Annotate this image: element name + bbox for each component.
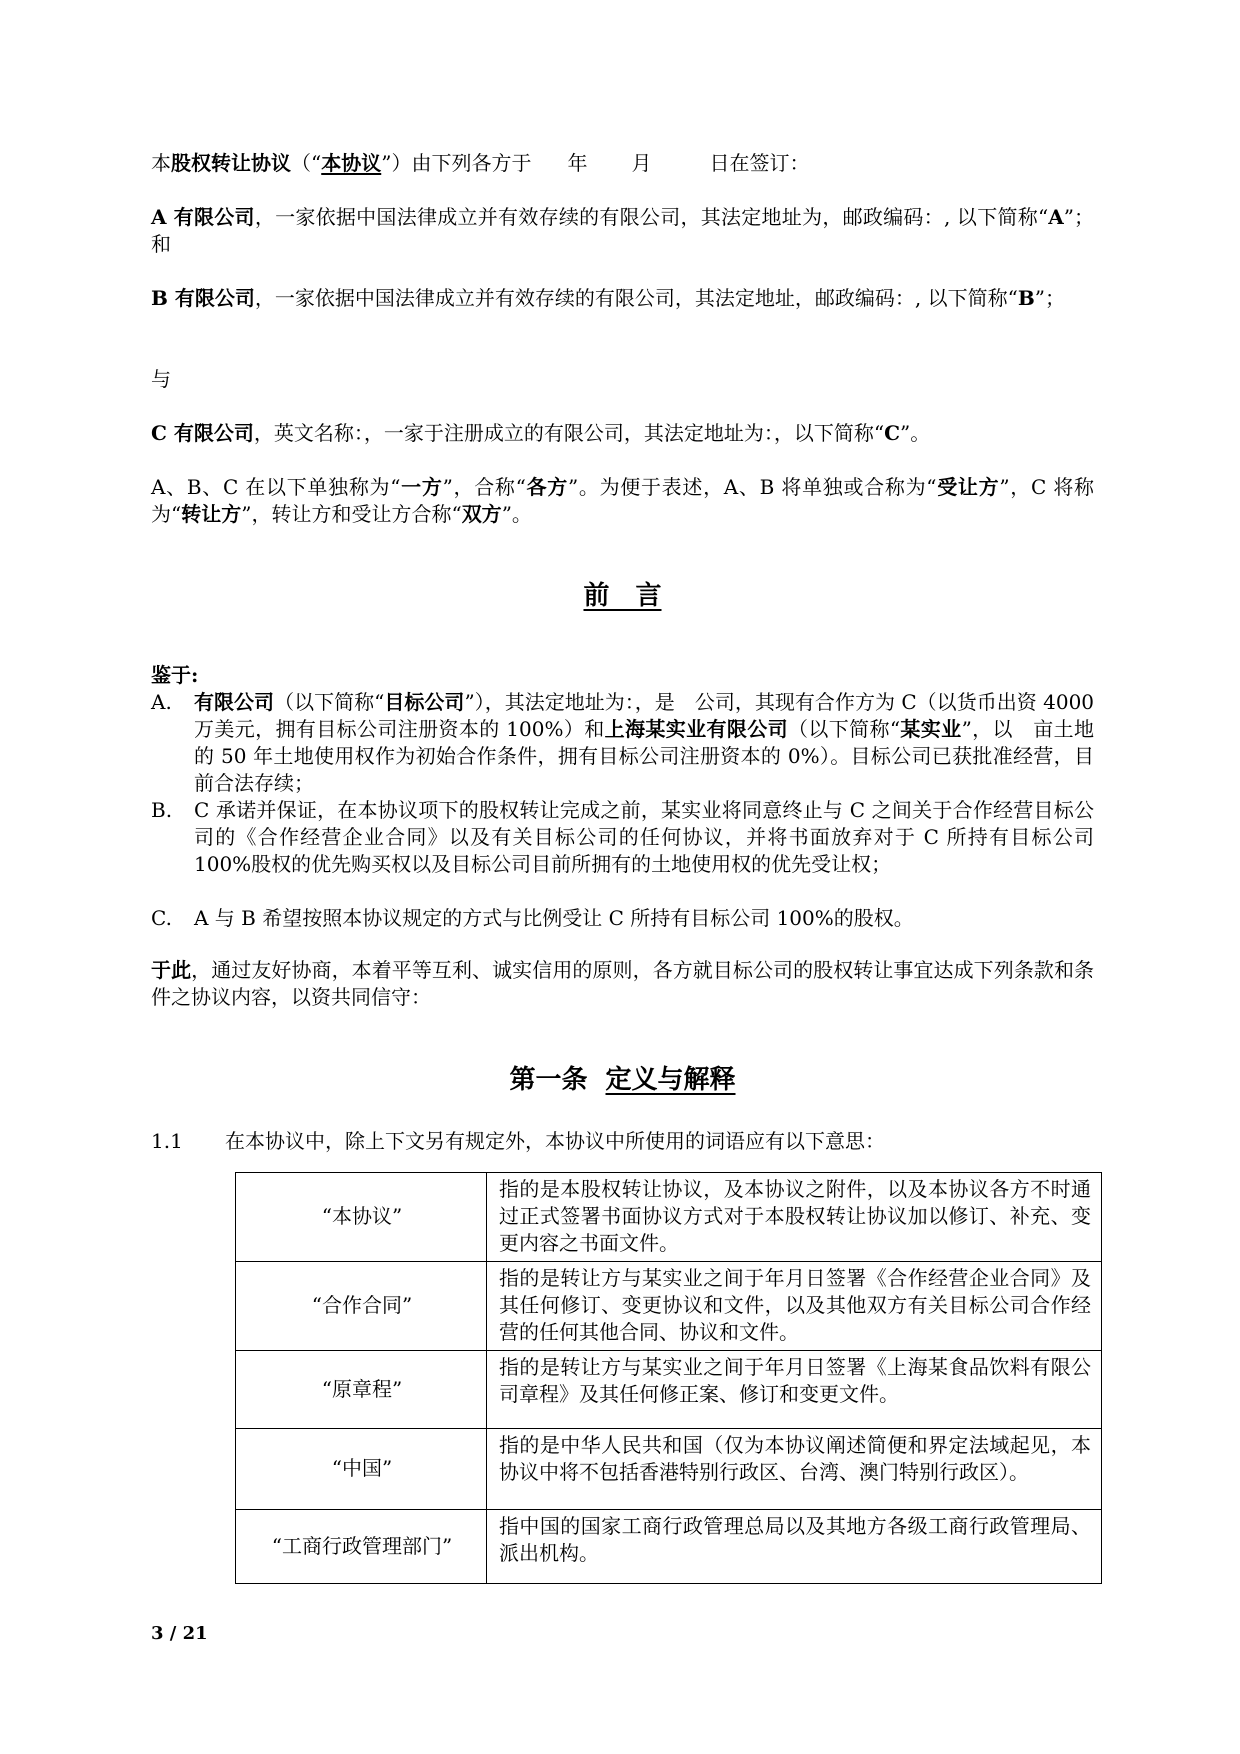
definition-term: “原章程”: [236, 1351, 487, 1429]
recital-label: C.: [151, 906, 172, 930]
definition-term: “工商行政管理部门”: [236, 1510, 487, 1584]
table-row: [236, 1510, 1102, 1584]
recital-label: B.: [151, 798, 173, 822]
text-run: （以下简称“: [787, 717, 901, 741]
definition-term: “中国”: [236, 1429, 487, 1510]
definition-meaning: 指的是中华人民共和国（仅为本协议阐述简便和界定法域起见，本协议中将不包括香港特别行政区、台湾、澳门特别行政区）。: [487, 1429, 1102, 1510]
party-c-name: C 有限公司: [151, 421, 254, 445]
definition-meaning: 指中国的国家工商行政管理总局以及其地方各级工商行政管理局、派出机构。: [487, 1510, 1102, 1584]
defined-term: 某实业: [900, 717, 962, 741]
definition-meaning: 指的是本股权转让协议，及本协议之附件，以及本协议各方不时通过正式签署书面协议方式对于本股权转让协议加以修订、补充、变更内容之书面文件。: [487, 1173, 1102, 1262]
recital-text: C 承诺并保证，在本协议项下的股权转让完成之前，某实业将同意终止与 C 之间关于合作经营目标公司的《合作经营企业合同》以及有关目标公司的任何协议，并将书面放弃对于 C 所持有目标公司 100%股权的优先购买权以及目标公司目前所拥有的土地使用权的优先受让权；: [194, 798, 1094, 876]
agreement-short-name: 本协议: [321, 151, 382, 175]
text-run: ，一家依据中国法律成立并有效存续的有限公司，其法定地址为，邮政编码：, 以下简称“: [254, 205, 1049, 229]
table-row: [236, 1262, 1102, 1351]
text-run: ”。: [900, 421, 931, 445]
definition-meaning: 指的是转让方与某实业之间于年月日签署《合作经营企业合同》及其任何修订、变更协议和文件，以及其他双方有关目标公司合作经营的任何其他合同、协议和文件。: [487, 1262, 1102, 1351]
article-title: 定义与解释: [605, 1065, 736, 1095]
party-a-abbr: A: [1048, 205, 1064, 229]
definitions-table: [235, 1172, 1102, 1584]
page-number: 3 / 21: [151, 1623, 208, 1644]
recital-text: [194, 689, 1094, 797]
table-row: [236, 1429, 1102, 1510]
table-row: [236, 1351, 1102, 1429]
preamble-heading-text: 前 言: [583, 581, 662, 611]
definition-term: “本协议”: [236, 1173, 487, 1262]
text-run: （“: [291, 151, 322, 175]
agreement-opening: [151, 150, 1094, 177]
table-row: [236, 1173, 1102, 1262]
party-a-paragraph: [151, 204, 1094, 258]
text-run: ”。: [501, 502, 532, 526]
day-label: 日在签订：: [709, 151, 810, 175]
clause-text: 在本协议中，除上下文另有规定外，本协议中所使用的词语应有以下意思：: [225, 1129, 885, 1153]
recital-item-c: [151, 905, 1094, 932]
text-run: 本: [151, 151, 171, 175]
agreement-name: 股权转让协议: [171, 151, 291, 175]
clause-number: 1.1: [151, 1129, 183, 1153]
text-run: ”），其法定地址为：，是 公司，其现有合作方为 C（以货币出资 4000 万美元，拥有目标公司注册资本的 100%）和: [194, 690, 1095, 741]
text-run: ”，合称“: [442, 475, 526, 499]
text-run: ”，C 将称为“: [151, 475, 1095, 526]
therefore-paragraph: [151, 957, 1094, 1011]
whereas-label: [151, 662, 1094, 689]
defined-term: 双方: [461, 502, 502, 526]
text-run: ”；: [1034, 286, 1065, 310]
defined-term: 转让方: [181, 502, 242, 526]
defined-term: 一方: [400, 475, 443, 499]
defined-term: 有限公司: [194, 690, 275, 714]
preamble-heading: [151, 580, 1094, 612]
text-run: ”，以 亩土地的 50 年土地使用权作为初始合作条件，拥有目标公司注册资本的 0%）。目标公司已获批准经营，目前合法存续；: [194, 717, 1095, 795]
recital-item-b: [151, 797, 1094, 878]
party-c-abbr: C: [884, 421, 901, 445]
text-run: ，英文名称：，一家于注册成立的有限公司，其法定地址为：，以下简称“: [253, 421, 885, 445]
defined-term: 目标公司: [384, 690, 465, 714]
text-run: ”。为便于表述，A、B 将单独或合称为“: [567, 475, 937, 499]
definition-term: “合作合同”: [236, 1262, 487, 1351]
text-run: A、B、C 在以下单独称为“: [151, 475, 401, 499]
therefore-lead: 于此: [151, 958, 192, 982]
text-run: ”；和: [151, 205, 1094, 256]
recital-label: A.: [151, 690, 172, 714]
text-run: （以下简称“: [274, 690, 385, 714]
defined-term: 受让方: [936, 475, 1000, 499]
party-b-paragraph: [151, 285, 1094, 312]
year-label: 年: [567, 151, 588, 175]
defined-term: 各方: [525, 475, 568, 499]
text-run: ，通过友好协商，本着平等互利、诚实信用的原则，各方就目标公司的股权转让事宜达成下列条款和条件之协议内容，以资共同信守：: [151, 958, 1095, 1009]
article-number: 第一条: [509, 1065, 588, 1095]
recital-text: A 与 B 希望按照本协议规定的方式与比例受让 C 所持有目标公司 100%的股权。: [194, 906, 914, 930]
article-1-heading: [151, 1064, 1094, 1096]
party-b-name: B 有限公司: [151, 286, 255, 310]
month-label: 月: [631, 151, 652, 175]
text-run: ，一家依据中国法律成立并有效存续的有限公司，其法定地址，邮政编码：, 以下简称“: [254, 286, 1018, 310]
text-run: ”，转让方和受让方合称“: [241, 502, 462, 526]
party-roles-paragraph: [151, 474, 1094, 528]
whereas-text: 鉴于:: [151, 663, 199, 687]
defined-term: 上海某实业有限公司: [604, 717, 788, 741]
party-b-abbr: B: [1017, 286, 1035, 310]
recital-item-a: [151, 689, 1094, 797]
clause-1-1: [151, 1128, 1094, 1155]
party-a-name: A 有限公司: [151, 205, 255, 229]
party-c-paragraph: [151, 420, 1094, 447]
definition-meaning: 指的是转让方与某实业之间于年月日签署《上海某食品饮料有限公司章程》及其任何修正案、修订和变更文件。: [487, 1351, 1102, 1429]
conjunction-and: 与: [151, 367, 171, 391]
text-run: ”）由下列各方于: [381, 151, 532, 175]
